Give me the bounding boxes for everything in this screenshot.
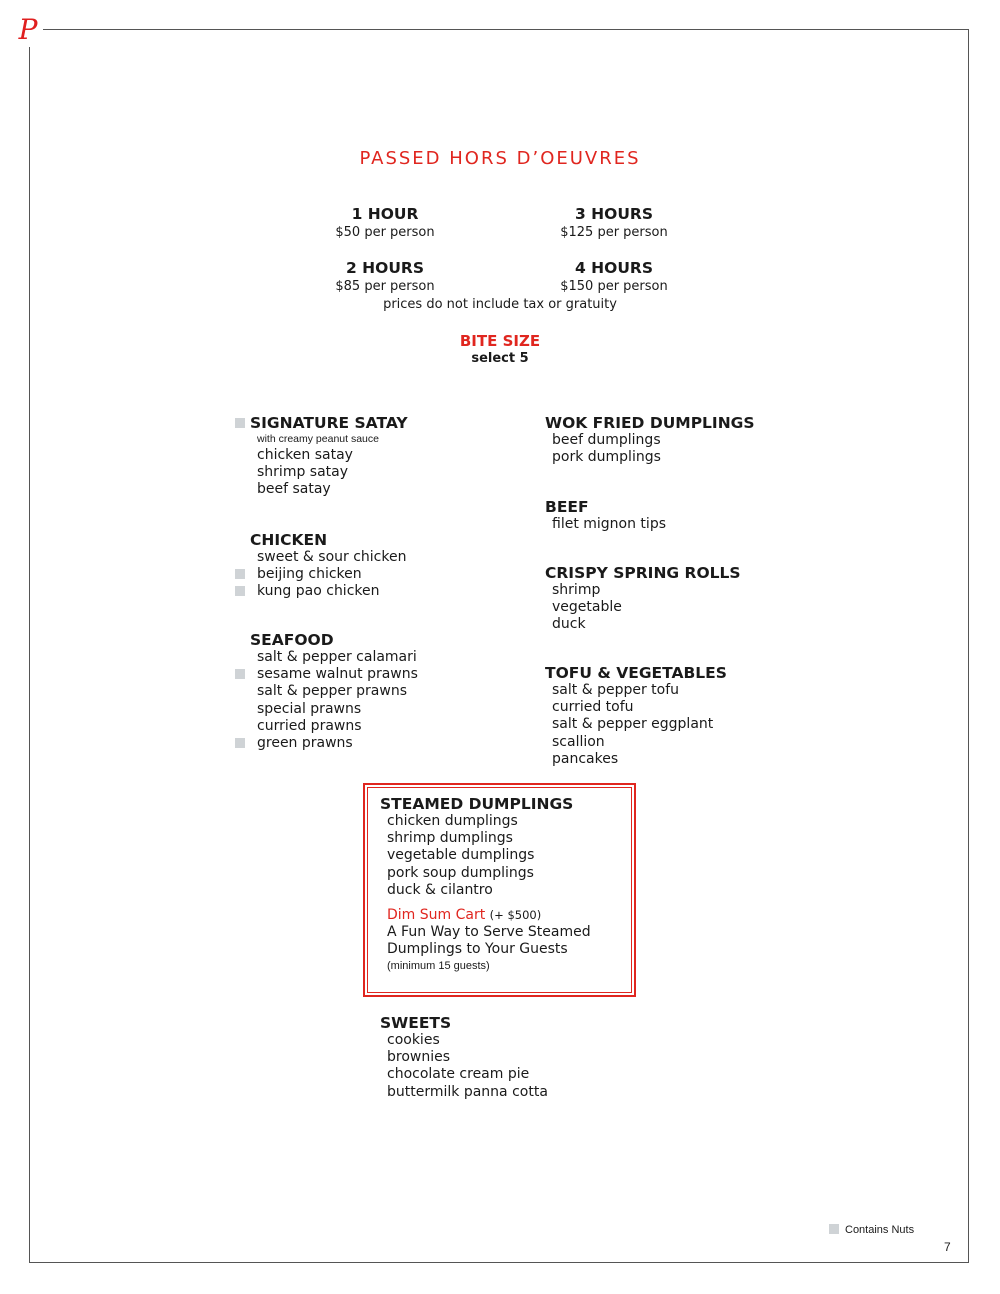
section-chicken [250,531,406,601]
contains-nuts-marker [235,418,245,428]
price-1-hour [275,205,495,240]
page-title: PASSED HORS D’OEUVRES [359,148,641,169]
menu-item: duck & cilantro [387,881,493,898]
dim-sum-label: Dim Sum Cart [387,907,486,924]
menu-item: shrimp dumplings [387,830,513,847]
menu-item: salt & pepper calamari [257,649,417,665]
price-2-hours [275,259,495,294]
contains-nuts-marker [235,569,245,579]
section-sweets [380,1014,548,1101]
section-steamed-dumplings [380,795,591,974]
menu-item-text: sesame walnut prawns [257,666,418,683]
section-beef [545,498,666,533]
menu-item: scallion [552,733,605,750]
menu-item-text: beijing chicken [257,566,362,583]
menu-item: pancakes [552,750,619,767]
price-hours: 2 HOURS [345,259,424,277]
menu-item: salt & pepper eggplant [552,716,714,733]
menu-item: curried prawns [257,717,362,734]
menu-item: chicken satay [257,447,353,463]
section-subtitle: with creamy peanut sauce [257,433,379,445]
section-heading: CHICKEN [250,531,328,549]
menu-item: cookies [387,1032,440,1048]
price-4-hours [504,259,724,294]
price-hours: 4 HOURS [574,259,653,277]
menu-item: shrimp satay [257,464,349,481]
menu-item: beef satay [257,481,331,498]
price-amount: $150 per person [560,279,668,294]
menu-item [257,666,418,683]
menu-item: pork soup dumplings [387,864,534,881]
section-wok-fried-dumplings [545,414,755,466]
menu-item-text: kung pao chicken [257,583,380,600]
menu-item: vegetable dumplings [387,847,535,864]
section-heading: SWEETS [380,1014,452,1032]
menu-item: chicken dumplings [387,813,518,829]
menu-item: shrimp [552,582,601,598]
legend-text: Contains Nuts [845,1224,915,1236]
section-heading: SEAFOOD [250,631,334,649]
pricing-note: prices do not include tax or gratuity [383,297,617,312]
section-heading: CRISPY SPRING ROLLS [545,564,741,582]
section-tofu-vegetables [545,664,727,768]
menu-item: salt & pepper tofu [552,682,680,698]
menu-item: brownies [387,1049,451,1066]
price-3-hours [504,205,724,240]
menu-item: pork dumplings [552,449,661,466]
contains-nuts-marker [829,1224,839,1234]
section-heading: STEAMED DUMPLINGS [380,795,574,813]
menu-item: curried tofu [552,699,634,716]
menu-item [257,735,418,752]
menu-item [257,583,406,600]
menu-item: sweet & sour chicken [257,549,407,565]
price-hours: 3 HOURS [574,205,653,223]
page-number: 7 [944,1240,951,1254]
dim-sum-line: Dumplings to Your Guests [387,941,568,958]
dim-sum-cart [387,907,591,924]
section-heading: BEEF [545,498,589,516]
section-heading: TOFU & VEGETABLES [545,664,727,682]
contains-nuts-marker [235,586,245,596]
price-amount: $85 per person [335,279,435,294]
brand-logo: P [13,13,43,47]
menu-item: buttermilk panna cotta [387,1083,548,1100]
contains-nuts-legend [829,1224,914,1236]
menu-item: beef dumplings [552,432,661,448]
menu-item [257,566,406,583]
section-heading [250,414,408,432]
contains-nuts-marker [235,669,245,679]
contains-nuts-marker [235,738,245,748]
menu-item: special prawns [257,700,362,717]
section-heading: WOK FRIED DUMPLINGS [545,414,755,432]
category-note: select 5 [471,351,529,366]
category-title: BITE SIZE [459,332,541,350]
section-signature-satay [250,414,408,499]
dim-sum-line: A Fun Way to Serve Steamed [387,924,591,941]
section-heading-text: SIGNATURE SATAY [250,414,408,432]
menu-item: vegetable [552,599,622,616]
menu-item: filet mignon tips [552,516,666,532]
dim-sum-minimum: (minimum 15 guests) [387,959,490,972]
section-crispy-spring-rolls [545,564,741,634]
menu-item: duck [552,616,586,633]
dim-sum-price: (+ $500) [489,908,542,923]
menu-item-text: green prawns [257,735,353,752]
menu-item: chocolate cream pie [387,1066,530,1083]
price-amount: $125 per person [560,225,668,240]
price-hours: 1 HOUR [351,205,419,223]
price-amount: $50 per person [335,225,435,240]
section-seafood [250,631,418,752]
menu-item: salt & pepper prawns [257,683,408,700]
